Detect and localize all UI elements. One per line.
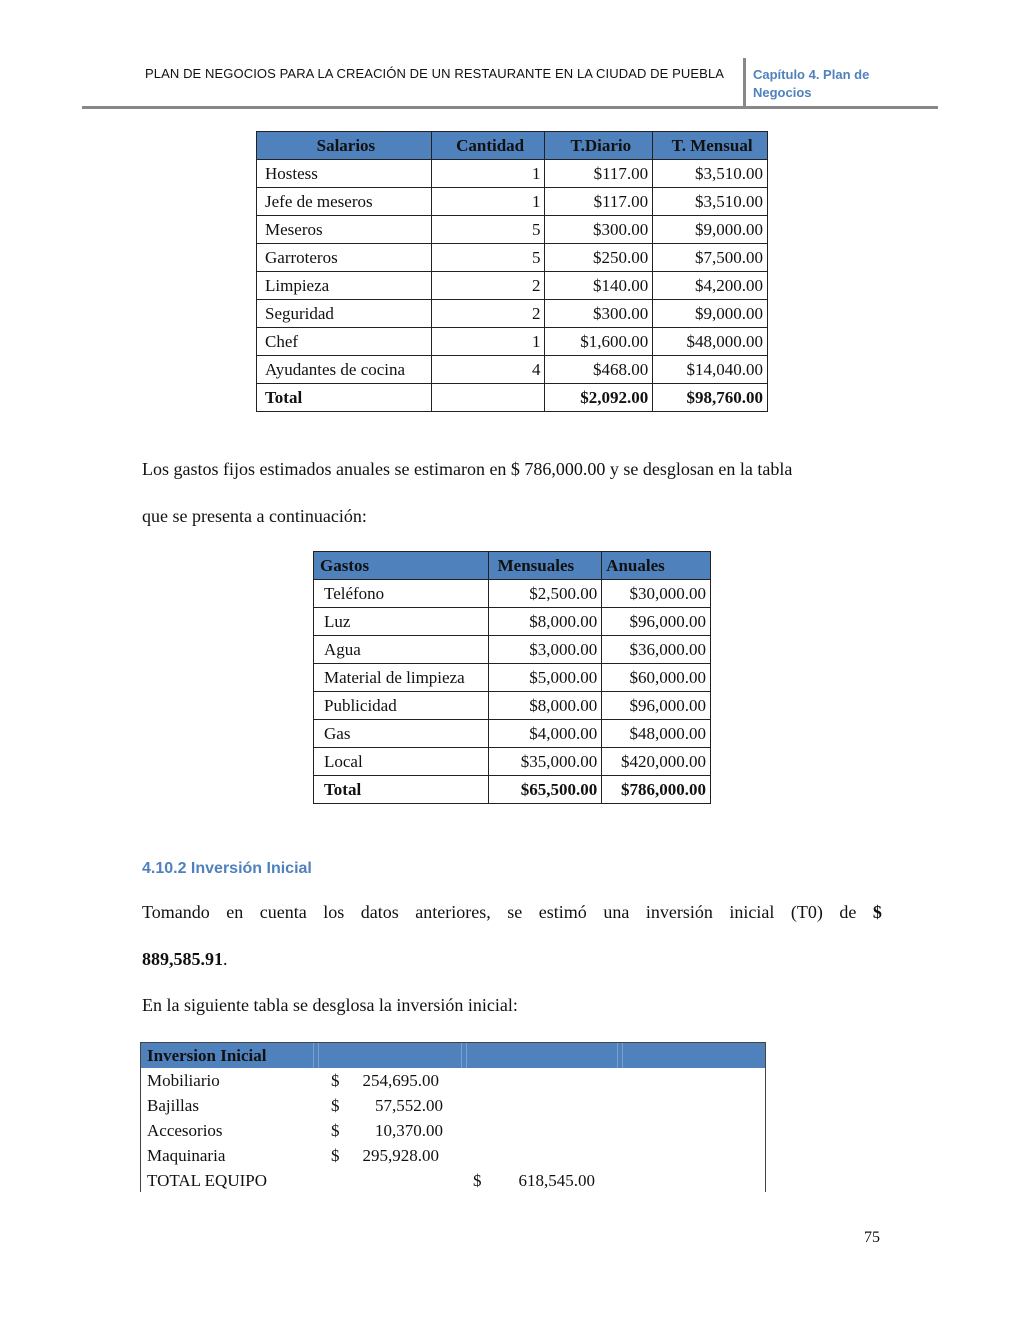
table-row: [314, 748, 711, 776]
word: (T0): [790, 902, 823, 922]
cell: $7,500.00: [653, 244, 768, 272]
cell: Jefe de meseros: [257, 188, 432, 216]
cell: Teléfono: [314, 580, 489, 608]
column-separator: [461, 1043, 467, 1068]
cell: 1: [431, 328, 545, 356]
cell: $2,500.00: [488, 580, 602, 608]
word: una: [603, 902, 630, 922]
cell: 1: [431, 160, 545, 188]
header-cell: Inversion Inicial: [147, 1046, 267, 1065]
cell: 2: [431, 272, 545, 300]
row-label: Mobiliario: [147, 1071, 220, 1090]
header-cell: Cantidad: [431, 132, 545, 160]
cell: $1,600.00: [545, 328, 653, 356]
header-cell: T.Diario: [545, 132, 653, 160]
cell: $30,000.00: [602, 580, 711, 608]
word: cuenta: [259, 902, 307, 922]
word: de: [839, 902, 857, 922]
cell: $300.00: [545, 216, 653, 244]
cell: Garroteros: [257, 244, 432, 272]
column-separator: [313, 1043, 319, 1068]
cell: $4,200.00: [653, 272, 768, 300]
body-text-line: que se presenta a continuación:: [142, 506, 367, 526]
table-row: [314, 664, 711, 692]
cell: $117.00: [545, 160, 653, 188]
word: se: [507, 902, 523, 922]
cell: 4: [431, 356, 545, 384]
table-header-row: [314, 552, 711, 580]
cell: $48,000.00: [653, 328, 768, 356]
currency-symbol: $: [331, 1071, 340, 1090]
table-header-row: [257, 132, 768, 160]
cell: Publicidad: [314, 692, 489, 720]
row-value: 254,695.00: [362, 1071, 439, 1090]
header-cell: Anuales: [602, 552, 711, 580]
row-value: 618,545.00: [518, 1171, 595, 1190]
cell: Ayudantes de cocina: [257, 356, 432, 384]
word: datos: [360, 902, 399, 922]
currency-symbol: $: [331, 1121, 340, 1140]
row-value: 57,552.00: [375, 1096, 443, 1115]
header-cell: Mensuales: [488, 552, 602, 580]
cell: Total: [314, 776, 489, 804]
cell: Hostess: [257, 160, 432, 188]
cell: $250.00: [545, 244, 653, 272]
cell: Meseros: [257, 216, 432, 244]
cell: 2: [431, 300, 545, 328]
header-cell: Gastos: [314, 552, 489, 580]
period: .: [223, 949, 228, 969]
cell: $8,000.00: [488, 692, 602, 720]
word: anteriores,: [415, 902, 491, 922]
cell: $96,000.00: [602, 608, 711, 636]
gastos-table: [313, 551, 711, 804]
cell: $3,510.00: [653, 188, 768, 216]
cell: Material de limpieza: [314, 664, 489, 692]
cell: $140.00: [545, 272, 653, 300]
cell: $420,000.00: [602, 748, 711, 776]
word: Tomando: [142, 902, 210, 922]
body-text-line: Los gastos fijos estimados anuales se estimaron en $ 786,000.00 y se desglosan en la tabla: [142, 459, 793, 479]
table-row: [257, 160, 768, 188]
running-header-title: PLAN DE NEGOCIOS PARA LA CREACIÓN DE UN RESTAURANTE EN LA CIUDAD DE PUEBLA: [145, 66, 725, 81]
cell: $5,000.00: [488, 664, 602, 692]
cell: $468.00: [545, 356, 653, 384]
cell: $96,000.00: [602, 692, 711, 720]
table-total-row: [257, 384, 768, 412]
table-row: [314, 636, 711, 664]
cell: [431, 384, 545, 412]
table-row: [257, 328, 768, 356]
body-text-line: [142, 949, 228, 970]
cell: $9,000.00: [653, 216, 768, 244]
word: en: [226, 902, 244, 922]
row-label: Maquinaria: [147, 1146, 226, 1165]
row-label: TOTAL EQUIPO: [147, 1171, 267, 1190]
cell: $48,000.00: [602, 720, 711, 748]
table-row: [257, 356, 768, 384]
cell: $3,000.00: [488, 636, 602, 664]
table-row: [257, 244, 768, 272]
table-row: [314, 580, 711, 608]
row-label: Accesorios: [147, 1121, 223, 1140]
cell: $9,000.00: [653, 300, 768, 328]
word: los: [323, 902, 345, 922]
cell: Seguridad: [257, 300, 432, 328]
cell: $36,000.00: [602, 636, 711, 664]
currency-symbol: $: [331, 1096, 340, 1115]
row-value: 10,370.00: [375, 1121, 443, 1140]
cell: $300.00: [545, 300, 653, 328]
row-label: Bajillas: [147, 1096, 199, 1115]
word: inversión: [645, 902, 713, 922]
row-value: 295,928.00: [362, 1146, 439, 1165]
cell: $65,500.00: [488, 776, 602, 804]
cell: Agua: [314, 636, 489, 664]
cell: Limpieza: [257, 272, 432, 300]
cell: Total: [257, 384, 432, 412]
table-row: [314, 720, 711, 748]
word: inicial: [729, 902, 775, 922]
table-header-row: [141, 1042, 765, 1068]
table-row: [257, 300, 768, 328]
cell: $8,000.00: [488, 608, 602, 636]
investment-amount: 889,585.91: [142, 949, 223, 969]
table-total-row: [314, 776, 711, 804]
table-row: [257, 216, 768, 244]
cell: Chef: [257, 328, 432, 356]
header-cell: T. Mensual: [653, 132, 768, 160]
cell: $4,000.00: [488, 720, 602, 748]
header-divider-vertical: [743, 58, 746, 106]
table-row: [314, 608, 711, 636]
word: $: [872, 902, 882, 922]
word: estimó: [538, 902, 587, 922]
cell: $2,092.00: [545, 384, 653, 412]
body-text-justified-line: [142, 902, 882, 923]
body-text-line: En la siguiente tabla se desglosa la inversión inicial:: [142, 995, 518, 1015]
cell: $3,510.00: [653, 160, 768, 188]
cell: Local: [314, 748, 489, 776]
chapter-label: [753, 66, 903, 102]
currency-symbol: $: [473, 1171, 482, 1190]
table-row: [314, 692, 711, 720]
salarios-table: [256, 131, 768, 412]
column-separator: [617, 1043, 623, 1068]
cell: 5: [431, 216, 545, 244]
table-row: [257, 188, 768, 216]
cell: $98,760.00: [653, 384, 768, 412]
currency-symbol: $: [331, 1146, 340, 1165]
cell: 5: [431, 244, 545, 272]
chapter-label-line1: Capítulo 4. Plan de: [753, 67, 870, 82]
cell: 1: [431, 188, 545, 216]
section-heading: 4.10.2 Inversión Inicial: [142, 860, 312, 877]
cell: $14,040.00: [653, 356, 768, 384]
inversion-table: [140, 1042, 766, 1192]
header-divider-horizontal: [82, 106, 938, 109]
cell: $60,000.00: [602, 664, 711, 692]
cell: $786,000.00: [602, 776, 711, 804]
cell: Gas: [314, 720, 489, 748]
cell: $117.00: [545, 188, 653, 216]
header-cell: Salarios: [257, 132, 432, 160]
table-row: [257, 272, 768, 300]
cell: $35,000.00: [488, 748, 602, 776]
page-number: 75: [864, 1229, 880, 1246]
cell: Luz: [314, 608, 489, 636]
chapter-label-line2: Negocios: [753, 85, 812, 100]
